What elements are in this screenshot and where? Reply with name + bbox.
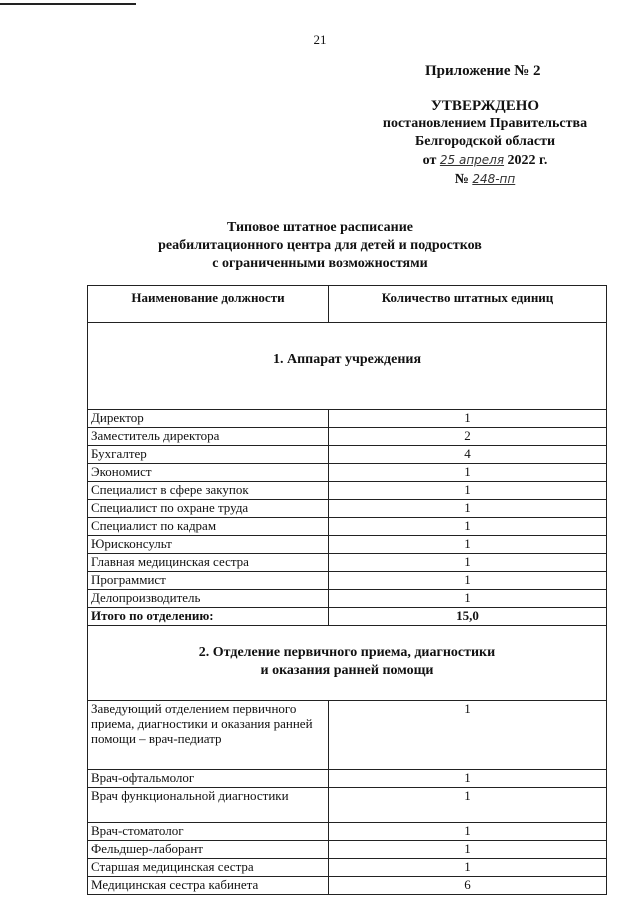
table-row	[88, 770, 607, 788]
number-handwritten: 248-пп	[472, 172, 516, 186]
staff-count: 1	[329, 841, 607, 859]
section-2-header	[88, 626, 607, 701]
document-title	[150, 219, 490, 273]
approval-line1: постановлением Правительства	[382, 116, 588, 131]
approval-date	[370, 151, 600, 170]
position-name: Директор	[88, 410, 329, 428]
staff-count: 1	[329, 500, 607, 518]
appendix-label: Приложение № 2	[425, 63, 541, 79]
staff-count: 1	[329, 701, 607, 770]
table-row	[88, 590, 607, 608]
position-name: Врач функциональной диагностики	[88, 788, 329, 823]
position-name: Специалист в сфере закупок	[88, 482, 329, 500]
staff-count: 1	[329, 572, 607, 590]
position-name: Специалист по кадрам	[88, 518, 329, 536]
date-handwritten: 25 апреля	[439, 153, 505, 167]
staff-count: 1	[329, 823, 607, 841]
position-name: Экономист	[88, 464, 329, 482]
staff-count: 1	[329, 859, 607, 877]
staff-count: 1	[329, 536, 607, 554]
staff-count: 6	[329, 877, 607, 895]
position-name: Врач-офтальмолог	[88, 770, 329, 788]
staff-count: 1	[329, 482, 607, 500]
section-2-title-line2: и оказания ранней помощи	[260, 663, 434, 678]
staff-count: 15,0	[329, 608, 607, 626]
staff-count: 2	[329, 428, 607, 446]
approval-number	[370, 170, 600, 189]
position-name: Главная медицинская сестра	[88, 554, 329, 572]
section-2-title	[88, 626, 607, 701]
staff-count: 1	[329, 554, 607, 572]
header-position: Наименование должности	[88, 286, 329, 323]
staff-count: 1	[329, 770, 607, 788]
title-line2: реабилитационного центра для детей и подростков	[158, 238, 482, 253]
page-number: 21	[313, 32, 327, 47]
top-rule	[0, 3, 136, 5]
approval-title: УТВЕРЖДЕНО	[430, 98, 540, 114]
title-line3: с ограниченными возможностями	[212, 256, 428, 271]
table-row	[88, 428, 607, 446]
position-name: Специалист по охране труда	[88, 500, 329, 518]
position-name: Старшая медицинская сестра	[88, 859, 329, 877]
table-row	[88, 464, 607, 482]
position-name: Заведующий отделением первичного приема, диагностики и оказания ранней помощи – врач-педиатр	[88, 701, 329, 770]
date-year: 2022 г.	[507, 153, 548, 168]
position-name: Бухгалтер	[88, 446, 329, 464]
staff-count: 1	[329, 464, 607, 482]
title-line1: Типовое штатное расписание	[227, 220, 413, 235]
table-row	[88, 701, 607, 770]
section-2-title-line1: 2. Отделение первичного приема, диагностики	[198, 645, 496, 660]
table-row	[88, 823, 607, 841]
position-name: Врач-стоматолог	[88, 823, 329, 841]
table-row	[88, 518, 607, 536]
position-name: Делопроизводитель	[88, 590, 329, 608]
table-row	[88, 608, 607, 626]
header-count: Количество штатных единиц	[329, 286, 607, 323]
table-row	[88, 788, 607, 823]
position-name: Фельдшер-лаборант	[88, 841, 329, 859]
date-prefix: от	[422, 153, 437, 168]
number-prefix: №	[454, 172, 469, 187]
position-name: Медицинская сестра кабинета	[88, 877, 329, 895]
approval-block	[370, 97, 600, 189]
table-row	[88, 859, 607, 877]
table-row	[88, 536, 607, 554]
staff-table	[87, 285, 606, 895]
position-name: Итого по отделению:	[88, 608, 329, 626]
section-1-title: 1. Аппарат учреждения	[88, 323, 607, 410]
approval-line2: Белгородской области	[414, 134, 556, 149]
table-row	[88, 482, 607, 500]
table-row	[88, 841, 607, 859]
table-row	[88, 446, 607, 464]
table-row	[88, 410, 607, 428]
table-header-row	[88, 286, 607, 323]
table-row	[88, 554, 607, 572]
staff-count: 1	[329, 788, 607, 823]
table-row	[88, 877, 607, 895]
position-name: Заместитель директора	[88, 428, 329, 446]
staff-count: 1	[329, 410, 607, 428]
section-1-header	[88, 323, 607, 410]
staff-count: 4	[329, 446, 607, 464]
table-row	[88, 500, 607, 518]
staff-count: 1	[329, 590, 607, 608]
staff-count: 1	[329, 518, 607, 536]
table-row	[88, 572, 607, 590]
position-name: Программист	[88, 572, 329, 590]
position-name: Юрисконсульт	[88, 536, 329, 554]
